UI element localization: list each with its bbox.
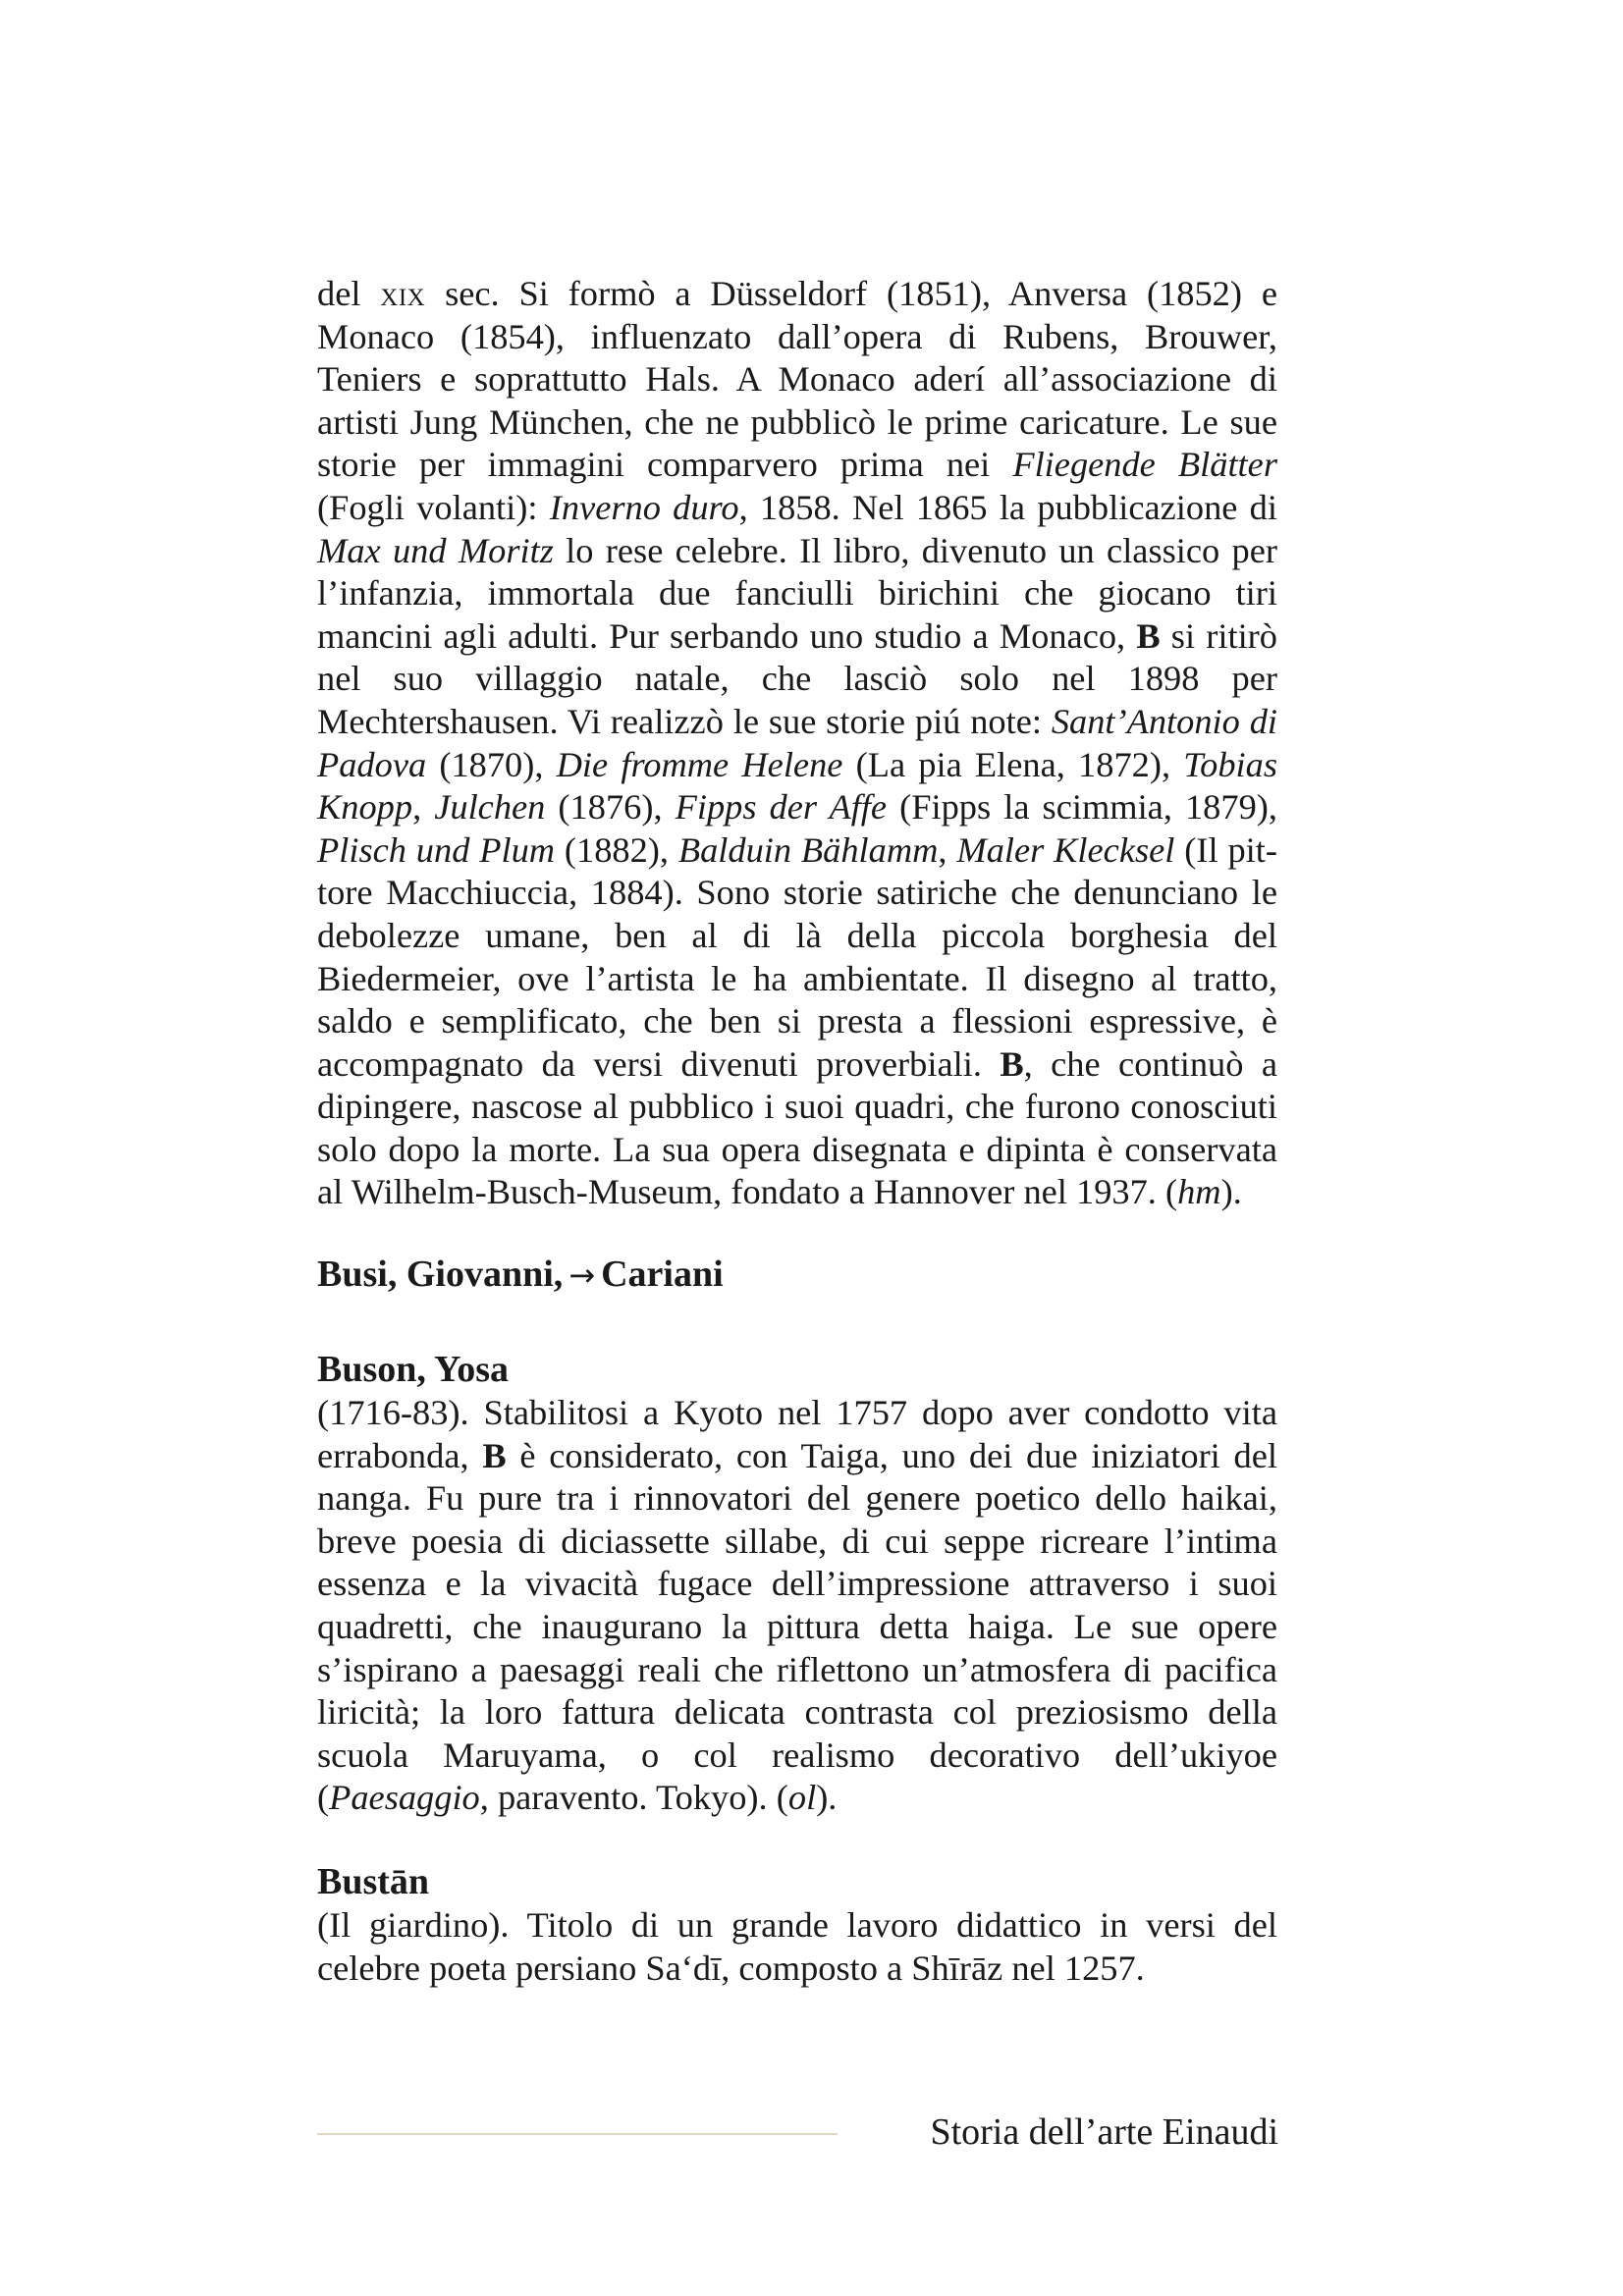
text-run: , che continuò a dipingere, nascose al pubblico i suoi quadri, che furono conosciuti solo dopo la morte. La sua opera disegnata e dipinta è conservata al Wilhelm-Busch-Museum, fondato a Hannover nel 1937. (: [317, 1043, 1277, 1212]
text-run: Die fromme Helene: [556, 744, 843, 784]
text-run: B: [482, 1435, 507, 1475]
text-run: Sant’Antonio di Padova: [317, 701, 1277, 784]
cross-reference-arrow-icon: →: [568, 1256, 596, 1295]
footer-rule: [317, 2133, 838, 2135]
text-run: si ritirò nel suo villaggio natale, che lasciò solo nel 1898 per Mechtershausen. Vi realizzò le sue storie piú note:: [317, 615, 1277, 741]
entry-bustan-body: [317, 1904, 1277, 1990]
text-run: Fliegende Blätter: [1012, 445, 1277, 485]
text-run: Plisch und Plum: [317, 829, 556, 870]
text-run: B: [1136, 615, 1161, 656]
text-run: (Fipps la scimmia, 1879),: [887, 787, 1277, 828]
text-run: Tobias Knopp: [317, 744, 1277, 828]
text-run: ,: [938, 829, 957, 870]
entry-busi-title: Busi, Giovanni,: [317, 1254, 564, 1296]
entry-busi-reference: Cariani: [601, 1254, 724, 1296]
text-run: (Fogli volanti):: [317, 487, 550, 527]
text-run: , 1858. Nel 1865 la pubblicazione di: [738, 487, 1277, 527]
text-run: Fipps der Affe: [675, 787, 888, 828]
text-run: Max und Moritz: [317, 530, 554, 570]
text-run: ol: [787, 1778, 817, 1818]
entry-heading-buson: Buson, Yosa: [317, 1349, 510, 1391]
text-run: , paravento. Tokyo). (: [479, 1778, 788, 1818]
text-run: sec. Si formò a Düsseldorf (1851), Anversa (1852) e Monaco (1854), influenzato dall’opera di Rubens, Brouwer, Teniers e soprattutto Hals. A Monaco aderí all’associazione di artisti Jung München, che ne pubblicò le prime caricature. Le sue storie per immagini comparvero prima nei: [317, 274, 1277, 485]
text-run: (1870),: [426, 744, 557, 784]
entry-heading-busi: [317, 1252, 1277, 1298]
entry-busch-body: [317, 273, 1277, 1214]
text-run: del: [317, 274, 381, 313]
text-run: lo rese celebre. Il libro, divenuto un classico per l’infanzia, immortala due fanciulli birichini che giocano tiri mancini agli adulti. Pur serbando uno studio a Monaco,: [317, 530, 1277, 656]
text-run: Balduin Bählamm: [677, 829, 939, 870]
text-run: Julchen: [434, 787, 546, 828]
text-run: ).: [1220, 1172, 1242, 1212]
text-run: (1882),: [555, 829, 678, 870]
text-run: Inverno duro: [549, 487, 739, 527]
text-run: (1876),: [545, 787, 676, 828]
text-run: è considerato, con Taiga, uno dei due iniziatori del nanga. Fu pure tra i rinnovatori del genere poetico dello haikai, breve poesia di diciassette sillabe, di cui seppe ricreare l’intima essenza e la vivacità fugace dell’impressione attraverso i suoi quadretti, che inaugurano la pittura detta haiga. Le sue opere s’ispirano a paesaggi reali che riflettono un’atmosfera di pacifica liricità; la loro fattura delicata contrasta col preziosismo della scuola Maruyama, o col realismo decorativo dell’ukiyoe (: [317, 1435, 1278, 1818]
text-run: xix: [380, 274, 426, 313]
text-run: (Il giardino). Titolo di un grande lavoro didattico in versi del celebre poeta persiano Sa‘dī, composto a Shīrāz nel 1257.: [317, 1905, 1277, 1988]
text-run: ).: [816, 1778, 838, 1818]
entry-heading-bustan: Bustān: [317, 1861, 430, 1902]
text-run: hm: [1177, 1172, 1221, 1212]
text-run: (Il pittore Macchiuccia, 1884). Sono storie satiriche che denunciano le debolezze umane, ben al di là della piccola borghesia del Biedermeier, ove l’artista le ha ambientate. Il disegno al tratto, saldo e semplificato, che ben si presta a flessioni espressive, è accompagnato da versi divenuti proverbiali.: [317, 829, 1277, 1084]
page-content: [317, 273, 1277, 1990]
text-run: B: [1000, 1043, 1024, 1084]
footer-title: Storia dell’arte Einaudi: [930, 2111, 1278, 2153]
text-run: (La pia Elena, 1872),: [842, 744, 1184, 784]
text-run: Paesaggio: [329, 1778, 480, 1818]
text-run: ,: [412, 787, 435, 828]
text-run: Maler Klecksel: [956, 829, 1175, 870]
entry-buson-body: [317, 1392, 1277, 1820]
text-run: (1716-83). Stabilitosi a Kyoto nel 1757 dopo aver condotto vita errabonda,: [317, 1393, 1277, 1475]
